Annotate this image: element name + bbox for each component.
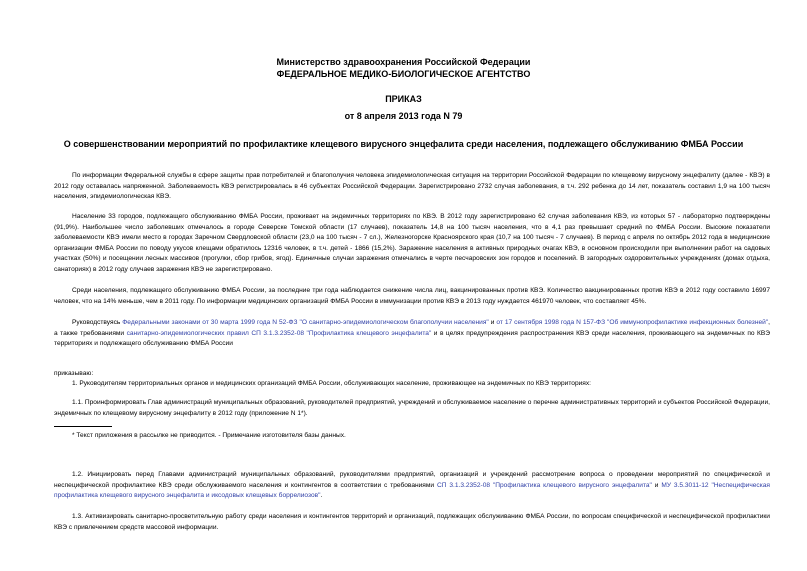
order-item-1: 1. Руководителям территориальных органов и медицинских организаций ФМБА России, обслуживающих население, проживающее на эндемичных по КВЭ территориях:	[72, 380, 591, 387]
footnote-separator	[54, 426, 112, 427]
document-title: О совершенствовании мероприятий по профилактике клещевого вирусного энцефалита среди населения, подлежащего обслуживанию ФМБА России	[63, 139, 744, 149]
order-item-1-2	[54, 470, 770, 502]
item-1-2-end: .	[320, 492, 323, 499]
paragraph-statistics: Население 33 городов, подлежащего обслуживанию ФМБА России, проживает на эндемичных территориях по КВЭ. В 2012 году зарегистрировано 62 случая заболевания КВЭ, из которых 57 - лабораторно подтверждены (91,9%). Наибольшее число заболевших отмечалось в городе Северске Томской области (17 случаев), показатель 14,8 на 100 тысяч населения, что в 4,1 раз превышает средний по ФМБА России. Высокие показатели заболеваемости КВЭ имели место в городах Заречном Свердловской области (23,0 на 100 тысяч - 7 сл.), Железногорске Красноярского края (10,7 на 100 тысяч - 7 случаев). В период с апреля по октябрь 2012 года в медицинские организации ФМБА России по поводу укусов клещами обратилось 12316 человек, в т.ч. детей - 1866 (15,2%). Заражение населения в активных природных очагах КВЭ, в основном происходили при выполнении работ на садовых участках (50%) и посещении лесных массивов (прогулки, сбор грибов, ягод). Единичные случаи заражения отмечались в черте песчаровских зон городов и поселений. В загородных оздоровительных учреждениях (домах отдыха, санаториях) в 2012 году случаев заражения КВЭ не зарегистрировано.	[54, 213, 770, 273]
item-1-2-and: и	[651, 481, 662, 489]
order-word: приказываю:	[54, 370, 94, 377]
paragraph-vaccination: Среди населения, подлежащего обслуживанию ФМБА России, за последние три года наблюдается снижение числа лиц, вакцинированных против КВЭ. Количество вакцинированных против КВЭ в 2012 году составило 16997 человек, что на 14% меньше, чем в 2011 году. По информации медицинских организаций ФМБА России в иммунизации против КВЭ в 2013 году нуждается 461970 человек, что составляет 45%.	[54, 287, 770, 305]
legal-basis-requirements: , а также требованиями	[54, 319, 770, 337]
sanitary-rules-sp-link[interactable]: санитарно-эпидемиологических правил СП 3.1.3.2352-08 "Профилактика клещевого энцефалита"	[126, 329, 432, 337]
ministry-name: Министерство здравоохранения Российской Федерации	[276, 57, 531, 67]
paragraph-intro: По информации Федеральной службы в сфере защиты прав потребителей и благополучия человека эпидемиологическая ситуация на территории Российской Федерации по клещевому вирусному энцефалиту (далее - КВЭ) в 2012 году оставалась напряженной. Заболеваемость КВЭ регистрировалась в 46 субъектах Российской Федерации. Зарегистрировано 2732 случая заболевания, в т.ч. 292 ребенка до 14 лет, показатель составил 1,9 на 100 тысяч населения, эпидемиологическая КВЭ.	[54, 172, 770, 200]
order-item-1-3: 1.3. Активизировать санитарно-просветительную работу среди населения и контингентов территорий и организаций, подлежащих обслуживанию ФМБА России, по вопросам специфической и неспецифической профилактики КВЭ с привлечением средств массовой информации.	[54, 513, 770, 531]
document-date-number: от 8 апреля 2013 года N 79	[344, 111, 463, 121]
legal-basis-and: и	[488, 319, 497, 326]
item-1-2-text: 1.2. Инициировать перед Главами администраций муниципальных образований, руководителями предприятий, организаций и учреждений рассмотрение вопроса о проведении мероприятий по специфической и неспецифической профилактике КВЭ среди обслуживаемого населения и контингентов в соответствии с требованиями	[54, 471, 770, 489]
federal-law-52fz-link[interactable]: Федеральными законами от 30 марта 1999 года N 52-ФЗ "О санитарно-эпидемиологическом благополучии населения"	[122, 319, 489, 326]
document-type: ПРИКАЗ	[385, 94, 422, 104]
footnote: * Текст приложения в рассылке не приводится. - Примечание изготовителя базы данных.	[72, 432, 346, 439]
paragraph-legal-basis	[54, 318, 770, 350]
legal-basis-text: Руководствуясь	[72, 319, 123, 326]
sp-3-1-3-2352-08-link[interactable]: СП 3.1.3.2352-08 "Профилактика клещевого вирусного энцефалита"	[436, 481, 652, 489]
federal-law-157fz-link[interactable]: от 17 сентября 1998 года N 157-ФЗ "Об иммунопрофилактике инфекционных болезней"	[496, 319, 769, 326]
order-item-1-1: 1.1. Проинформировать Глав администраций муниципальных образований, руководителей предприятий, учреждений и обслуживаемое население о перечне административных территорий и субъектов Российской Федерации, эндемичных по клещевому вирусному энцефалиту в 2012 году (приложение N 1*).	[54, 399, 770, 417]
agency-name: ФЕДЕРАЛЬНОЕ МЕДИКО-БИОЛОГИЧЕСКОЕ АГЕНТСТВО	[276, 69, 531, 79]
legal-basis-purpose: и в целях предупреждения распространения КВЭ среди населения, проживающего на эндемичных по КВЭ территориях и подлежащего обслуживанию ФМБА России	[54, 329, 771, 347]
mu-3-5-3011-12-link[interactable]: МУ 3.5.3011-12 "Неспецифическая профилактика клещевого вирусного энцефалита и иксодовых клещевых боррелиозов"	[54, 481, 770, 499]
